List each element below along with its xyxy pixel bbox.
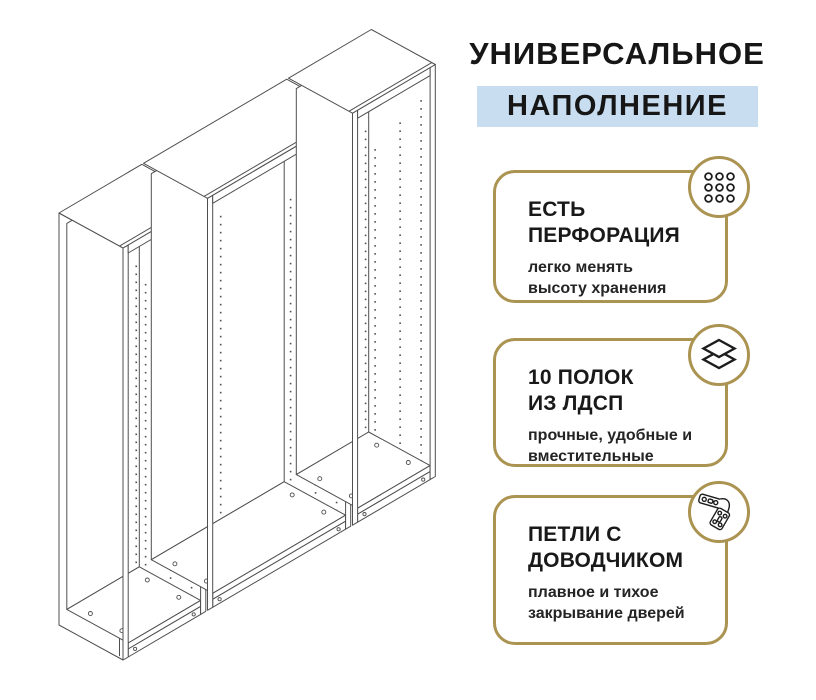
feature-description <box>528 582 715 624</box>
feature-title-line: ПЕТЛИ С <box>528 523 622 546</box>
shelves-icon <box>699 338 739 372</box>
feature-description-line: плавное и тихое <box>528 584 659 601</box>
feature-description <box>528 425 715 467</box>
feature-description-line: закрывание дверей <box>528 605 685 622</box>
feature-description-line: вместительные <box>528 448 654 465</box>
feature-title-line: ДОВОДЧИКОМ <box>528 549 684 572</box>
feature-title <box>528 522 705 574</box>
hinge-icon-badge <box>688 481 750 543</box>
feature-title-line: ПЕРФОРАЦИЯ <box>528 224 680 247</box>
page-subtitle-highlight: НАПОЛНЕНИЕ <box>477 86 758 127</box>
perforation-icon-badge <box>688 156 750 218</box>
feature-description-line: высоту хранения <box>528 280 667 297</box>
hinge-icon <box>696 489 742 535</box>
perforation-icon <box>701 169 738 206</box>
page-title: УНИВЕРСАЛЬНОЕ <box>469 36 765 71</box>
feature-card-hinges <box>493 495 728 645</box>
feature-description-line: легко менять <box>528 259 633 276</box>
feature-title-line: 10 ПОЛОК <box>528 366 634 389</box>
feature-description <box>528 257 715 299</box>
feature-title <box>528 365 705 417</box>
feature-title-line: ИЗ ЛДСП <box>528 392 624 415</box>
shelves-icon-badge <box>688 324 750 386</box>
feature-description-line: прочные, удобные и <box>528 427 693 444</box>
feature-card-perforation <box>493 170 728 303</box>
feature-title-line: ЕСТЬ <box>528 198 586 221</box>
feature-title <box>528 197 705 249</box>
feature-card-shelves <box>493 338 728 467</box>
